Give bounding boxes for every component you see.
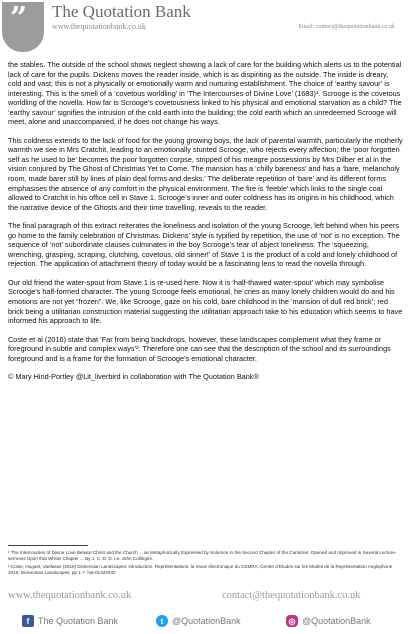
article-body [8, 60, 403, 391]
footer-website-link[interactable]: www.thequotationbank.co.uk [8, 590, 132, 601]
paragraph-2: This coldness extends to the lack of food for the young growing boys, the lack of parental warmth, particularly the motherly warmth we see in Mrs Cratchit, leading to an emotionally stunted Scrooge, who rejects every affection; the ‘poor forgotten self as he used to be’ becomes the poor forgotten corpse, stripped of his meagre possessions by Mrs Dilber et al in the vision conjured by The Ghost of Christmas Yet to Come. The mansion has a ‘chilly bareness’ and has a ‘bare, melancholy room, made barer still by lines of plain deal forms and desks.’ The deliberate repetition of ‘bare’ and its different forms emphasises the absence of any comfort in the physical environment. The fire is ‘feeble’ which links to the single coal allowed to Cratchit in his office cell in Stave 1. Scrooge’s inner and outer coldness has its origins in his childhood, which the narrative device of the Ghosts and their time travelling, reveals to the reader. [8, 135, 403, 212]
social-bar [0, 612, 409, 632]
facebook-icon: f [22, 615, 34, 627]
footnotes [8, 550, 403, 578]
brand-url[interactable]: www.thequotationbank.co.uk [52, 22, 146, 31]
brand-title: The Quotation Bank [52, 2, 191, 21]
twitter-icon: t [156, 615, 168, 627]
footer-email-link[interactable]: contact@thequotationbank.co.uk [222, 590, 361, 601]
quotation-bank-logo [2, 2, 44, 52]
instagram-label: @QuotationBank [302, 616, 371, 626]
paragraph-1: the stables. The outside of the school shows neglect showing a lack of care for the building which alerts us to the potential lack of care for the pupils. Dickens moves the reader inside, which is as dispiriting as the outside. The inside is dreary, cold and vast; this is not a physically or emotionally warm and nurturing establishment. The choice of ‘earthy savour’ is interesting. This is the smell of a ‘covetous worldling’ in ‘The Intercourses of Divine Love’ (1683)¹. Scrooge is the covetous worldling of the novella. How far is Scrooge’s covetousness linked to his physical and emotional starvation as a child? The ‘earthy savour’ signifies the intrusion of the cold earth into the building; the cold earth which an unredeemed Scrooge will meet, alone and unaccompanied, if he does not change his ways. [8, 60, 402, 127]
twitter-label: @QuotationBank [172, 616, 241, 626]
page-header [0, 0, 409, 54]
footer-links [8, 590, 403, 602]
instagram-icon: ◎ [286, 615, 298, 627]
footnote-2: ² Coste, Huguet, Vanfasse (2016) Dickensian Landscapes: introduction. Représentations: la revue électronique du CEMRA, Centre d’Etudes sur les Modes de la Représentation Anglophone 2016, Dickensian Landscapes, pp.1-7. hal-01422040 [8, 564, 393, 575]
facebook-label: The Quotation Bank [38, 616, 119, 626]
quote-mark-icon: ” [10, 1, 28, 36]
footnote-1: ¹ The Intercourses of Divine Love Betwixt Christ and the Church ... as Metaphorically Expressed by Solomon in the Second Chapter of the Canticles: Opened and Improved in Several Lecture-sermons Upon that Whole Chapter ... By J. C. D. D. i.e. John Collinges. [8, 550, 397, 561]
instagram-link[interactable] [286, 615, 371, 627]
footnote-divider [8, 545, 88, 546]
copyright-signature: © Mary Hind-Portley @Lit_liverbird in collaboration with The Quotation Bank® [8, 372, 259, 382]
paragraph-4: Our old friend the water-spout from Stave 1 is re-used here. Now it is ‘half-thawed water-spout’ which may symbolise Scrooge’s half-formed character. The young Scrooge feels emotional, he cries as many lonely children would do and his emotions are not yet “frozen”. We, like Scrooge, gaze on his cold, bare childhood in the ‘mansion of dull red brick’; red brick being a utilitarian construction material suggesting the utilitarian approach take to his education which seems to have informed his approach to life. [8, 277, 403, 326]
header-email[interactable]: Email: contact@thequotationbank.co.uk [298, 24, 395, 30]
facebook-link[interactable] [22, 615, 118, 627]
twitter-link[interactable] [156, 615, 241, 627]
paragraph-5: Coste et al (2016) state that ‘Far from being backdrops, however, these landscapes complement what they frame or foreground in subtle and complex ways’². Therefore one can see that the description of the school and its surroundings foreground and is a frame for the formation of Scrooge’s emotional character. [8, 334, 391, 363]
paragraph-3: The final paragraph of this extract reiterates the loneliness and isolation of the young Scrooge, left behind when his peers go home to the family celebration of Christmas. Dickens’ style is typified by repetition, the use of ‘not’ is no exception. The sequence of ‘not’ subordinate clauses culminates in the boy Scrooge’s tear of abject loneliness. The ‘squeezing, wrenching, grasping, scraping, clutching, covetous, old sinner!’ of Stave 1 is the product of a cold and lonely childhood of rejection. The application of attachment theory of today would be a fascinating lens to read the novella through. [8, 221, 400, 269]
